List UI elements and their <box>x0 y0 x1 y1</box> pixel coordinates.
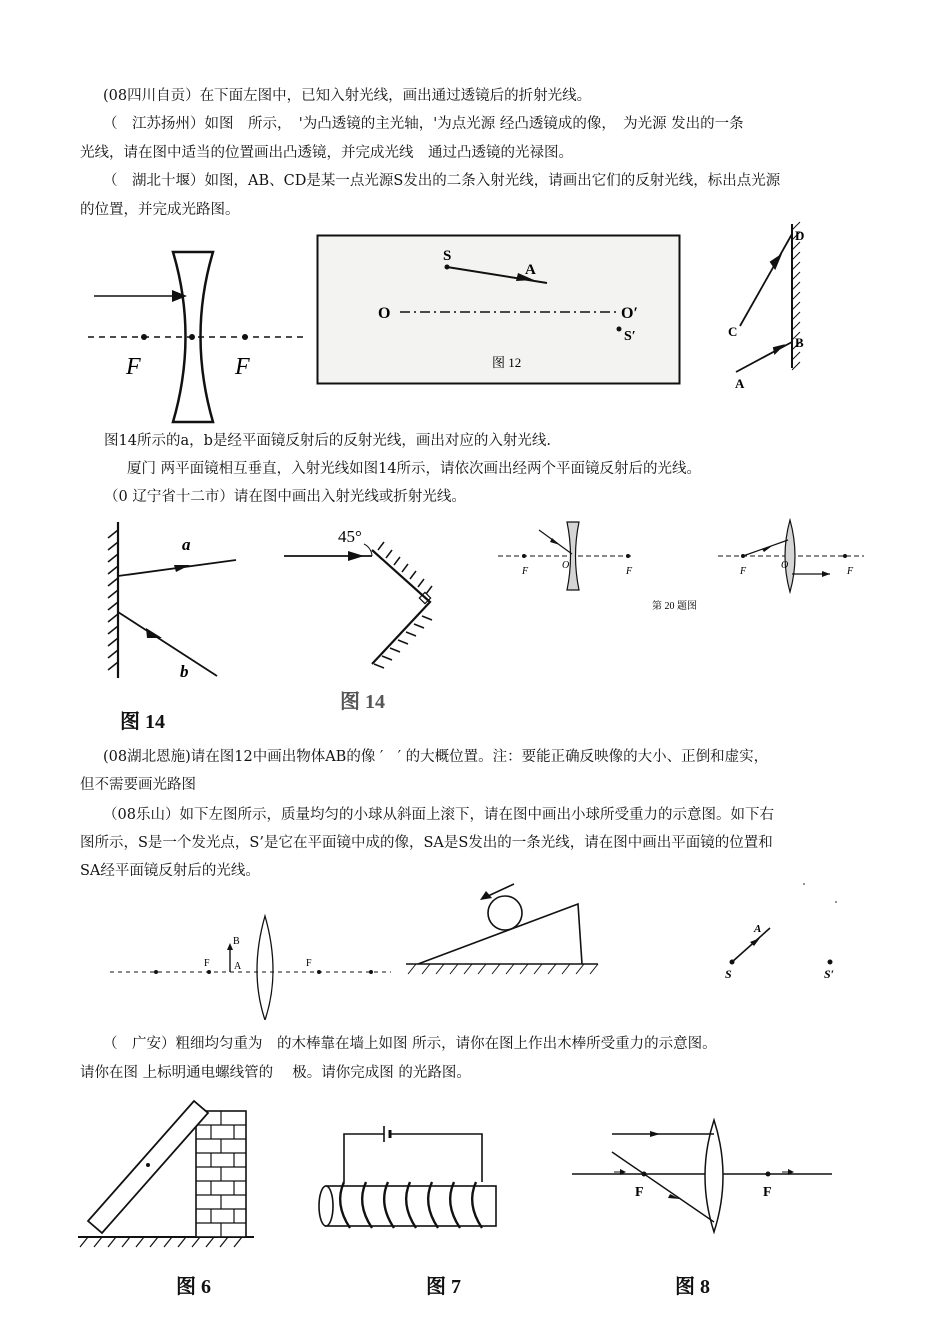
focus-label-4: F <box>847 566 854 577</box>
figure-14-right <box>280 524 450 714</box>
brick-wall <box>196 1111 246 1237</box>
question-line-2b: 光线，请在图中适当的位置画出凸透镜，并完成光线 通过凸透镜的光禄图。 <box>80 145 573 161</box>
point-a-label: A <box>754 923 762 935</box>
point-a-label: A <box>735 376 745 391</box>
point-c-label: C <box>728 324 738 339</box>
figure-12-caption: 图 12 <box>492 355 522 370</box>
figure-12 <box>316 234 682 386</box>
convex-lens <box>257 916 273 1020</box>
figure-14-right-caption: 图 14 <box>340 691 385 713</box>
focus-label-left: F <box>635 1185 644 1200</box>
question-line-7b: 但不需要画光路图 <box>80 777 196 793</box>
reflected-ray-b <box>118 612 217 676</box>
question-line-2a: （ 江苏扬州）如图 所示， '为凸透镜的主光轴，'为点光源 经凸透镜成的像， 为光源 发出的一条 <box>103 116 744 132</box>
question-line-1: (08四川自贡）在下面左图中，已知入射光线，画出通过透镜后的折射光线。 <box>103 88 592 104</box>
figure-7 <box>314 1118 514 1238</box>
point-b-label: B <box>795 335 804 350</box>
question-line-8c: SA经平面镜反射后的光线。 <box>80 863 260 879</box>
point-source-figure <box>716 874 846 984</box>
figure-8 <box>570 1112 840 1242</box>
question-20-figure <box>494 518 870 618</box>
figure-6 <box>76 1095 256 1255</box>
ray-b-label: b <box>180 662 189 681</box>
focus-label-left: F <box>126 354 141 380</box>
figure-6-caption: 图 6 <box>176 1276 211 1298</box>
question-line-8b: 图所示，S是一个发光点，S’是它在平面镜中成的像，SA是S发出的一条光线，请在图中画出平面镜的位置和 <box>80 835 773 851</box>
question-line-4: 图14所示的a，b是经平面镜反射后的反射光线，画出对应的入射光线. <box>104 433 551 449</box>
ray-a-label: a <box>182 535 191 554</box>
convex-lens-ab-figure <box>106 910 396 1020</box>
mirror-ab-cd-figure <box>720 220 820 400</box>
focal-ray <box>612 1152 714 1222</box>
question-line-3b: 的位置，并完成光路图。 <box>80 202 240 218</box>
concave-lens-figure <box>88 244 308 429</box>
question-line-10: 请你在图 上标明通电螺线管的 极。请你完成图 的光路图。 <box>80 1065 471 1081</box>
focus-label-2: F <box>306 958 312 969</box>
focus-label-right: F <box>235 354 250 380</box>
question-20-caption: 第 20 题图 <box>652 601 697 612</box>
point-d-label: D <box>795 228 805 243</box>
angle-label: 45° <box>338 527 362 546</box>
point-o-prime-label: O′ <box>621 305 638 322</box>
figure-14-left-caption: 图 14 <box>120 711 165 733</box>
point-a-label: A <box>525 262 536 278</box>
focus-label-right: F <box>763 1185 772 1200</box>
convex-lens-small <box>785 520 795 592</box>
figure-7-caption: 图 7 <box>426 1276 461 1298</box>
focus-label-1: F <box>204 958 210 969</box>
question-line-7a: (08湖北恩施)请在图12中画出物体AB的像 ′ ′ 的大概位置。注：要能正确反映像的大小、正倒和虚实， <box>103 749 769 765</box>
focus-label-1: F <box>522 566 529 577</box>
convex-lens <box>705 1120 723 1232</box>
point-b-label: B <box>233 936 240 947</box>
center-label-1: O <box>562 560 570 571</box>
focus-label-2: F <box>626 566 633 577</box>
point-s-label: S <box>725 967 732 981</box>
point-s-prime-label: S′ <box>624 329 636 344</box>
question-line-5: 厦门 两平面镜相互垂直，入射光线如图14所示，请依次画出经两个平面镜反射后的光线。 <box>127 461 702 477</box>
solenoid <box>319 1182 496 1228</box>
focus-label-3: F <box>740 566 747 577</box>
figure-8-caption: 图 8 <box>675 1276 710 1298</box>
question-line-9: （ 广安）粗细均匀重为 的木棒靠在墙上如图 所示，请你在图上作出木棒所受重力的示意图。 <box>103 1036 717 1052</box>
ray-sa <box>732 928 770 962</box>
concave-lens-small <box>567 522 579 590</box>
ball <box>488 896 522 930</box>
point-s-label: S <box>443 248 452 264</box>
question-line-6: （0 辽宁省十二市）请在图中画出入射光线或折射光线。 <box>104 489 466 505</box>
inclined-plane-figure <box>402 880 602 980</box>
point-o-label: O <box>378 305 391 322</box>
point-s-prime-label: S′ <box>824 967 835 981</box>
perpendicular-mirrors <box>372 550 430 664</box>
point-a-label: A <box>234 961 242 972</box>
question-line-8a: （08乐山）如下左图所示，质量均匀的小球从斜面上滚下，请在图中画出小球所受重力的示意图。如下右 <box>103 807 774 823</box>
center-label-2: O <box>781 560 789 571</box>
figure-14-left <box>96 518 241 688</box>
question-line-3a: （ 湖北十堰）如图，AB、CD是某一点光源S发出的二条入射光线，请画出它们的反射光线，标出点光源 <box>103 173 781 189</box>
